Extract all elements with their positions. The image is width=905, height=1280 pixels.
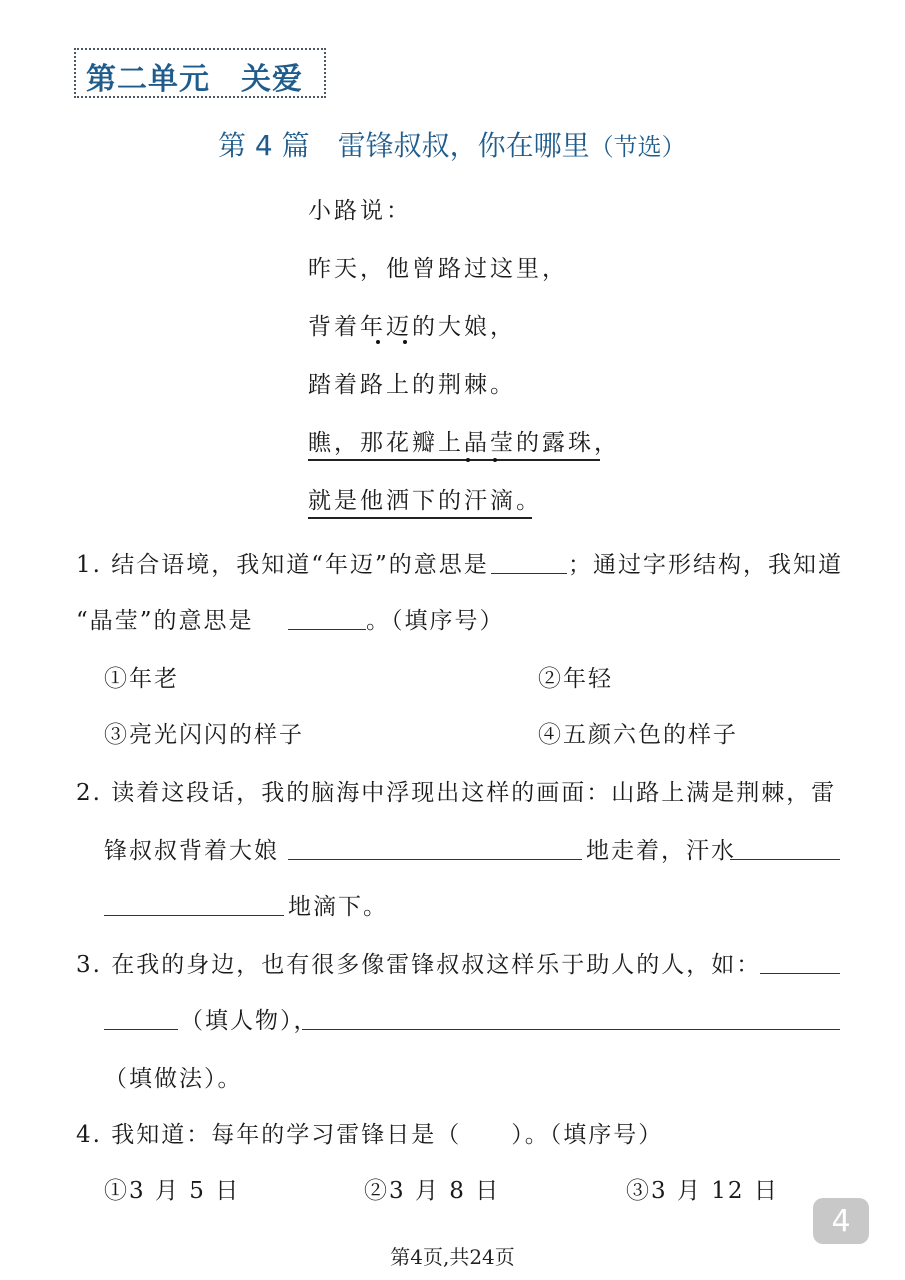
poem-line-2: 昨天，他曾路过这里， <box>308 256 568 282</box>
q2-line-2b: 地走着，汗水 <box>586 838 736 864</box>
q3-blank-2[interactable] <box>104 1029 178 1030</box>
q2-blank-3[interactable] <box>104 915 284 916</box>
q1-text-part1: 1. 结合语境，我知道“年迈”的意思是 <box>76 552 489 578</box>
emphasis-dot <box>493 458 497 462</box>
q4-option-2: ②3 月 8 日 <box>364 1178 501 1204</box>
poem-line-5: 瞧，那花瓣上晶莹的露珠， <box>308 424 600 461</box>
q2-line-1: 2. 读着这段话，我的脑海中浮现出这样的画面：山路上满是荆棘，雷 <box>76 780 837 806</box>
poem-line-1: 小路说： <box>308 198 412 224</box>
q1-blank-2[interactable] <box>288 629 366 630</box>
q4-stem: 4. 我知道：每年的学习雷锋日是（ ）。（填序号） <box>76 1122 664 1148</box>
page-footer: 第4页,共24页 <box>390 1245 515 1269</box>
lesson-title <box>218 124 686 164</box>
page-number-badge: 4 <box>813 1198 869 1244</box>
q2-line-3: 地滴下。 <box>288 894 388 920</box>
q1-text-part2: ；通过字形结构，我知道 <box>568 552 843 578</box>
q1-blank-1[interactable] <box>491 573 567 574</box>
emphasis-dot <box>403 340 407 344</box>
lesson-subtitle: （节选） <box>589 133 686 161</box>
q2-blank-2[interactable] <box>730 859 840 860</box>
unit-title: 第二单元 关爱 <box>86 62 303 97</box>
q1-option-3: ③亮光闪闪的样子 <box>104 722 304 748</box>
poem-line-6: 就是他洒下的汗滴。 <box>308 482 532 519</box>
q3-line-1: 3. 在我的身边，也有很多像雷锋叔叔这样乐于助人的人，如： <box>76 952 762 978</box>
lesson-title-main: 第 4 篇 雷锋叔叔，你在哪里 <box>218 129 590 162</box>
q4-option-1: ①3 月 5 日 <box>104 1178 241 1204</box>
poem-line-3: 背着年迈的大娘， <box>308 314 516 340</box>
q2-line-2a: 锋叔叔背着大娘 <box>104 838 279 864</box>
q1-text-part4: 。（填序号） <box>366 608 505 634</box>
q1-option-2: ②年轻 <box>538 666 613 692</box>
emphasis-dot <box>466 458 470 462</box>
q1-option-1: ①年老 <box>104 666 179 692</box>
q2-blank-1[interactable] <box>288 859 582 860</box>
q3-blank-1[interactable] <box>760 973 840 974</box>
q1-text-part3: “晶莹”的意思是 <box>76 608 254 634</box>
q1-option-4: ④五颜六色的样子 <box>538 722 738 748</box>
q3-blank-3[interactable] <box>302 1029 840 1030</box>
emphasis-dot <box>376 340 380 344</box>
poem-line-4: 踏着路上的荆棘。 <box>308 372 516 398</box>
q3-line-2: （填人物）， <box>180 1008 319 1034</box>
q3-line-3: （填做法）。 <box>104 1066 243 1092</box>
q4-option-3: ③3 月 12 日 <box>626 1178 779 1204</box>
